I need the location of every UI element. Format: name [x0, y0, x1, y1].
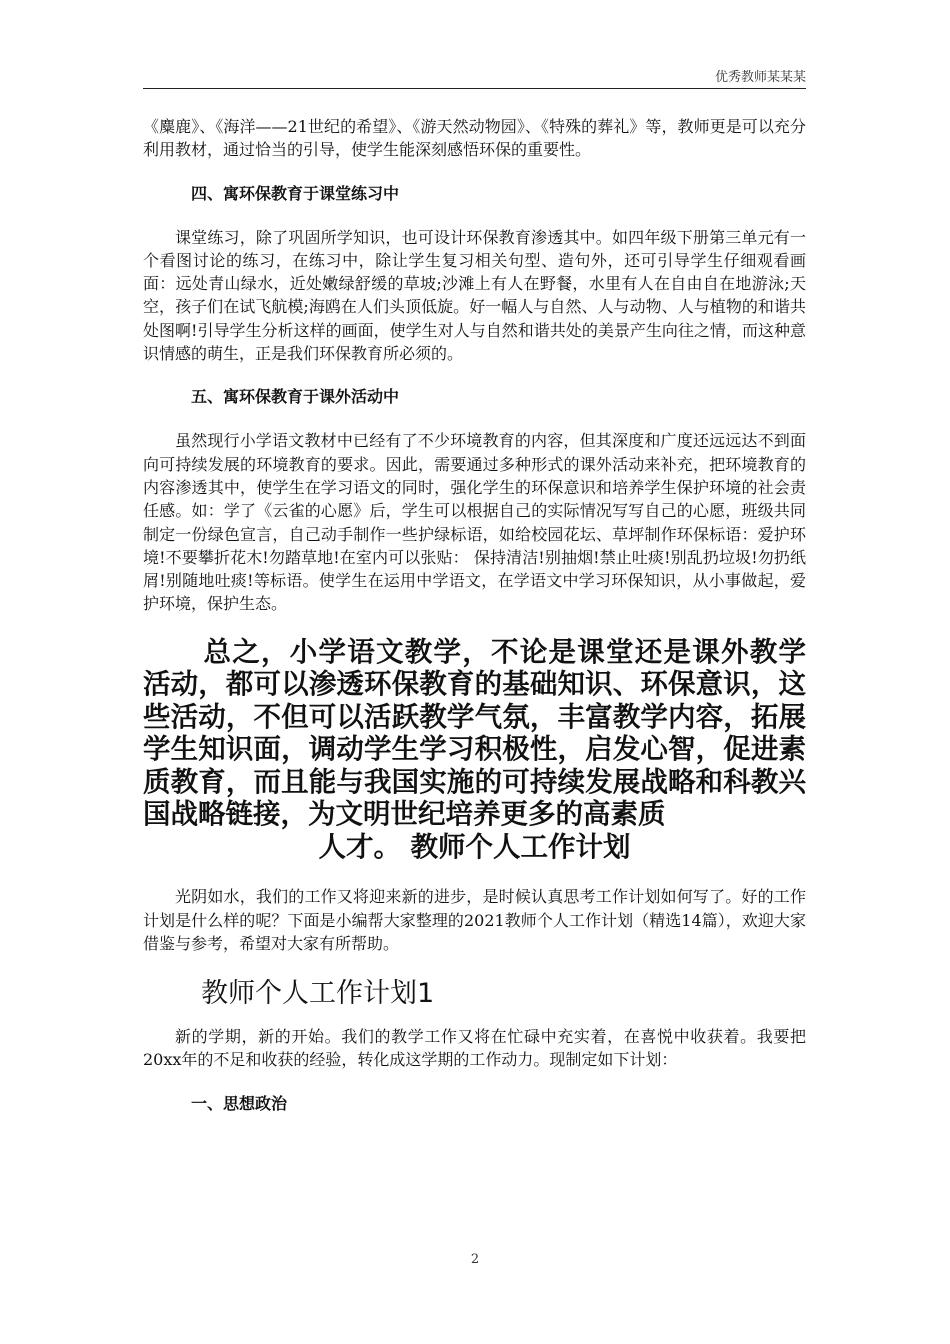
paragraph-section-four: 课堂练习，除了巩固所学知识，也可设计环保教育渗透其中。如四年级下册第三单元有一个看图讨论的练习，在练习中，除让学生复习相关句型、造句外，还可引导学生仔细观看画面：远处青山绿水，近处嫩绿舒缓的草坡;沙滩上有人在野餐，水里有人在自由自在地游泳;天空，孩子们在试飞航模;海鸥在人们头顶低旋。好一幅人与自然、人与动物、人与植物的和谐共处图啊!引导学生分析这样的画面，使学生对人与自然和谐共处的美景产生向往之情，而这种意识情感的萌生，正是我们环保教育所必须的。 [143, 227, 806, 364]
summary-paragraph-end: 人才。 教师个人工作计划 [318, 830, 631, 863]
paragraph-plan-1: 新的学期，新的开始。我们的教学工作又将在忙碌中充实着，在喜悦中收获着。我要把20xx年的不足和收获的经验，转化成这学期的工作动力。现制定如下计划： [143, 1027, 806, 1070]
paragraph-plan-intro: 光阴如水，我们的工作又将迎来新的进步，是时候认真思考工作计划如何写了。好的工作计划是什么样的呢？下面是小编帮大家整理的2021教师个人工作计划（精选14篇），欢迎大家借鉴与参考，希望对大家有所帮助。 [143, 887, 806, 953]
header-author: 优秀教师某某某 [714, 70, 806, 85]
heading-section-five: 五、寓环保教育于课外活动中 [191, 387, 400, 407]
heading-plan-1: 教师个人工作计划1 [201, 978, 435, 1010]
document-body [143, 115, 806, 1116]
summary-paragraph: 总之，小学语文教学，不论是课堂还是课外教学活动，都可以渗透环保教育的基础知识、环保意识，这些活动，不但可以活跃教学气氛，丰富教学内容，拓展学生知识面，调动学生学习积极性，启发心智，促进素质教育，而且能与我国实施的可持续发展战略和科教兴国战略链接，为文明世纪培养更多的高素质 [143, 635, 806, 831]
page-number: 2 [470, 1252, 480, 1267]
heading-ideology-politics: 一、思想政治 [191, 1093, 288, 1113]
paragraph-section-five: 虽然现行小学语文教材中已经有了不少环境教育的内容，但其深度和广度还远远达不到面向可持续发展的环境教育的要求。因此，需要通过多种形式的课外活动来补充，把环境教育的内容渗透其中，使学生在学习语文的同时，强化学生的环保意识和培养学生保护环境的社会责任感。如：学了《云雀的心愿》后，学生可以根据自己的实际情况写写自己的心愿，班级共同制定一份绿色宣言，自己动手制作一些护绿标语，如给校园花坛、草坪制作环保标语：爱护环境!不要攀折花木!勿踏草地!在室内可以张贴： 保持清洁!别抽烟!禁止吐痰!别乱扔垃圾!勿扔纸屑!别随地吐痰!等标语。使学生在运用中学语文，在学语文中学习环保知识，从小事做起，爱护环境，保护生态。 [143, 431, 806, 614]
heading-section-four: 四、寓环保教育于课堂练习中 [191, 183, 400, 203]
paragraph-intro: 《麋鹿》、《海洋——21世纪的希望》、《游天然动物园》、《特殊的葬礼》等，教师更是可以充分利用教材，通过恰当的引导，使学生能深刻感悟环保的重要性。 [143, 117, 806, 160]
page-header [143, 60, 806, 89]
